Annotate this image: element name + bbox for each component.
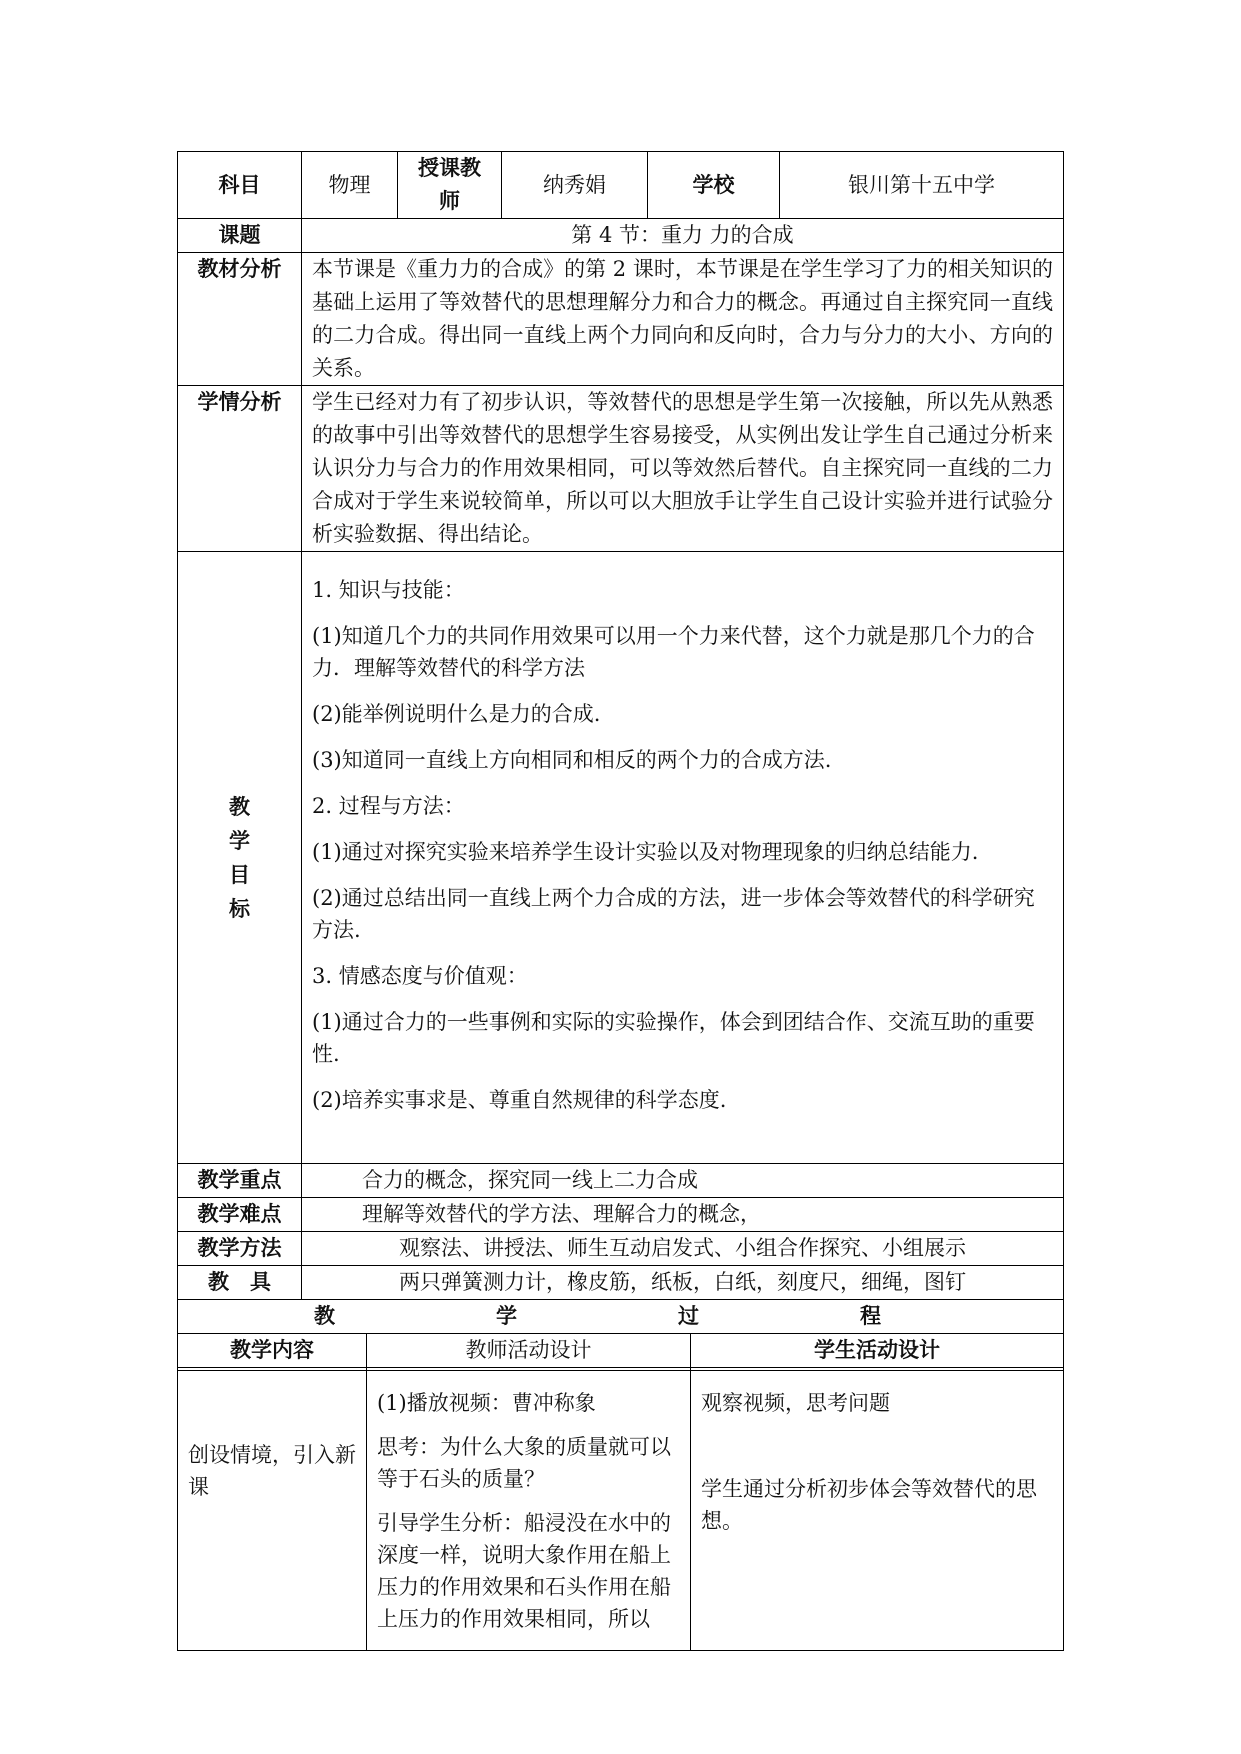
material-analysis-text: 本节课是《重力力的合成》的第 2 课时，本节课是在学生学习了力的相关知识的基础上运用了等效替代的思想理解分力和合力的概念。再通过自主探究同一直线的二力合成。得出同一直线上两个力同向和反向时，合力与分力的大小、方向的关系。: [302, 253, 1064, 386]
school-value: 银川第十五中学: [780, 152, 1064, 219]
goal-item: (1)通过合力的一些事例和实际的实验操作，体会到团结合作、交流互助的重要性.: [312, 1010, 1035, 1066]
student-analysis-row: [178, 386, 1064, 552]
tools-row: [178, 1266, 1064, 1300]
goal-item: (2)能举例说明什么是力的合成.: [312, 702, 601, 726]
process-table: [177, 1333, 1064, 1651]
process-title-char: 程: [860, 1304, 881, 1328]
process-title-row: [178, 1300, 1064, 1334]
student-analysis-text: 学生已经对力有了初步认识，等效替代的思想是学生第一次接触，所以先从熟悉的故事中引出等效替代的思想学生容易接受，从实例出发让学生自己通过分析来认识分力与合力的作用效果相同，可以等效然后替代。自主探究同一直线的二力合成对于学生来说较简单，所以可以大胆放手让学生自己设计实验并进行试验分析实验数据、得出结论。: [302, 386, 1064, 552]
teacher-step: (1)播放视频：曹冲称象: [377, 1391, 596, 1415]
goals-label-char: 教: [229, 794, 250, 819]
material-analysis-row: [178, 253, 1064, 386]
key-point-row: [178, 1164, 1064, 1198]
method-row: [178, 1232, 1064, 1266]
goals-label-char: 目: [229, 862, 250, 887]
subject-label: 科目: [178, 152, 302, 219]
process-title: [178, 1300, 1064, 1334]
process-title-char: 过: [678, 1304, 699, 1328]
key-point-label: 教学重点: [178, 1164, 302, 1198]
goals-content: [302, 552, 1064, 1164]
method-label: 教学方法: [178, 1232, 302, 1266]
teacher-value: 纳秀娟: [502, 152, 648, 219]
teacher-label: 授课教师: [398, 152, 502, 219]
goal-item: (2)培养实事求是、尊重自然规律的科学态度.: [312, 1088, 727, 1112]
process-title-char: 教: [314, 1304, 335, 1328]
difficulty-row: [178, 1198, 1064, 1232]
student-step: 学生通过分析初步体会等效替代的思想。: [701, 1477, 1037, 1533]
tools-label: 教 具: [178, 1266, 302, 1300]
intro-student: [691, 1371, 1064, 1651]
material-analysis-label: 教材分析: [178, 253, 302, 386]
school-label: 学校: [648, 152, 780, 219]
col-content-header: 教学内容: [178, 1334, 367, 1368]
tools-value: 两只弹簧测力计，橡皮筋，纸板，白纸，刻度尺，细绳，图钉: [302, 1266, 1064, 1300]
topic-row: [178, 219, 1064, 253]
key-point-value: 合力的概念，探究同一线上二力合成: [302, 1164, 1064, 1198]
difficulty-value: 理解等效替代的学方法、理解合力的概念，: [302, 1198, 1064, 1232]
lesson-plan-table: [177, 151, 1064, 1334]
method-value: 观察法、讲授法、师生互动启发式、小组合作探究、小组展示: [302, 1232, 1064, 1266]
goals-label: [178, 552, 302, 1164]
topic-value: 第 4 节：重力 力的合成: [302, 219, 1064, 253]
col-teacher-header: 教师活动设计: [367, 1334, 691, 1368]
difficulty-label: 教学难点: [178, 1198, 302, 1232]
student-analysis-label: 学情分析: [178, 386, 302, 552]
intro-teacher: [367, 1371, 691, 1651]
subject-value: 物理: [302, 152, 398, 219]
student-step: 观察视频，思考问题: [701, 1391, 890, 1415]
process-row-intro: [178, 1371, 1064, 1651]
goal-heading-attitude: 3. 情感态度与价值观：: [312, 964, 528, 988]
process-header-row: [178, 1334, 1064, 1368]
col-student-header: 学生活动设计: [691, 1334, 1064, 1368]
intro-content: 创设情境，引入新课: [178, 1371, 367, 1651]
goal-item: (1)通过对探究实验来培养学生设计实验以及对物理现象的归纳总结能力.: [312, 840, 979, 864]
lesson-plan: [177, 151, 1063, 1651]
goal-heading-process: 2. 过程与方法：: [312, 794, 465, 818]
teacher-step: 思考：为什么大象的质量就可以等于石头的质量？: [377, 1435, 671, 1491]
goal-item: (3)知道同一直线上方向相同和相反的两个力的合成方法.: [312, 748, 832, 772]
goal-heading-knowledge: 1. 知识与技能：: [312, 578, 465, 602]
goals-row: [178, 552, 1064, 1164]
teacher-step: 引导学生分析：船浸没在水中的深度一样，说明大象作用在船上压力的作用效果和石头作用在船上压力的作用效果相同，所以: [377, 1511, 671, 1631]
header-row: [178, 152, 1064, 219]
goals-label-char: 学: [229, 828, 250, 853]
goals-label-char: 标: [229, 896, 250, 921]
goal-item: (2)通过总结出同一直线上两个力合成的方法，进一步体会等效替代的科学研究方法.: [312, 886, 1035, 942]
goal-item: (1)知道几个力的共同作用效果可以用一个力来代替，这个力就是那几个力的合力．理解等效替代的科学方法: [312, 624, 1035, 680]
topic-label: 课题: [178, 219, 302, 253]
process-title-char: 学: [496, 1304, 517, 1328]
